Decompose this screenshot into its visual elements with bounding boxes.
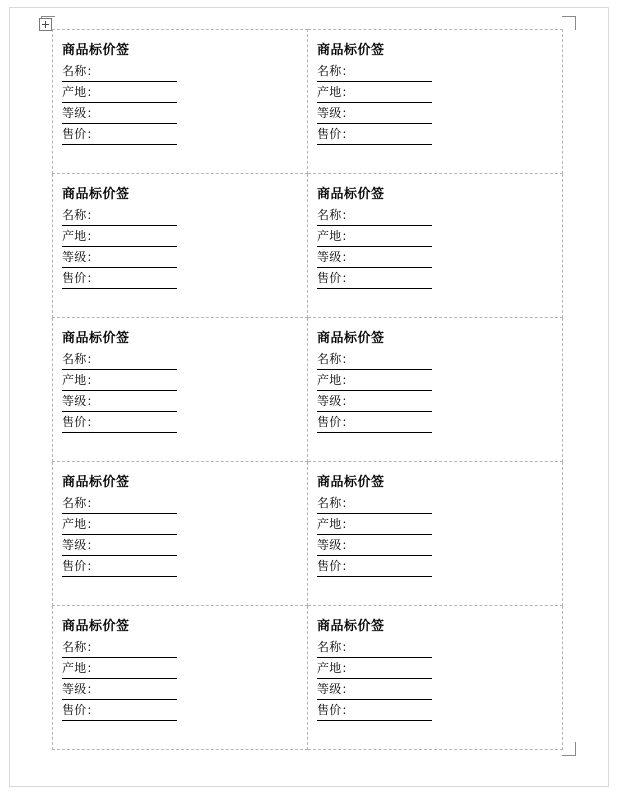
label-cell[interactable] (53, 606, 308, 750)
field-label: 售价： (317, 415, 354, 429)
field-name (62, 206, 295, 226)
field-name (317, 350, 550, 370)
field-label: 产地： (62, 85, 99, 99)
field-label: 售价： (62, 703, 99, 717)
field-label: 等级： (62, 682, 99, 696)
label-title: 商品标价签 (62, 330, 130, 345)
field-grade (317, 248, 550, 268)
field-origin (62, 659, 295, 679)
field-label: 等级： (317, 250, 354, 264)
label-title: 商品标价签 (317, 42, 385, 57)
field-label: 等级： (62, 394, 99, 408)
crop-mark-bottom-right (562, 742, 576, 756)
field-origin (317, 659, 550, 679)
field-grade (62, 680, 295, 700)
field-underline (317, 206, 432, 226)
field-underline (62, 659, 177, 679)
field-underline (62, 125, 177, 145)
field-price (317, 269, 550, 289)
field-underline (317, 350, 432, 370)
field-label: 等级： (317, 394, 354, 408)
field-label: 售价： (62, 271, 99, 285)
field-label: 等级： (62, 250, 99, 264)
table-row (53, 462, 563, 606)
field-underline (317, 413, 432, 433)
crop-mark-top-right (562, 16, 576, 30)
field-price (317, 125, 550, 145)
field-origin (317, 515, 550, 535)
field-underline (317, 62, 432, 82)
label-cell[interactable] (308, 30, 563, 174)
field-label: 售价： (317, 559, 354, 573)
table-row (53, 174, 563, 318)
field-label: 名称： (317, 640, 354, 654)
label-title: 商品标价签 (62, 618, 130, 633)
label-title: 商品标价签 (317, 330, 385, 345)
field-price (62, 125, 295, 145)
field-grade (317, 392, 550, 412)
label-title: 商品标价签 (317, 474, 385, 489)
field-underline (317, 680, 432, 700)
field-price (62, 701, 295, 721)
field-underline (317, 83, 432, 103)
field-origin (62, 371, 295, 391)
field-label: 名称： (62, 208, 99, 222)
label-cell[interactable] (53, 174, 308, 318)
field-underline (317, 104, 432, 124)
field-origin (62, 227, 295, 247)
field-name (62, 638, 295, 658)
field-underline (62, 83, 177, 103)
field-underline (317, 557, 432, 577)
field-name (317, 206, 550, 226)
field-underline (62, 350, 177, 370)
field-origin (317, 371, 550, 391)
field-label: 产地： (62, 661, 99, 675)
field-origin (317, 83, 550, 103)
field-price (317, 701, 550, 721)
field-underline (62, 494, 177, 514)
field-label: 产地： (62, 517, 99, 531)
field-underline (62, 371, 177, 391)
field-underline (317, 371, 432, 391)
label-title: 商品标价签 (317, 618, 385, 633)
field-label: 名称： (62, 640, 99, 654)
field-label: 产地： (317, 229, 354, 243)
field-label: 产地： (317, 85, 354, 99)
field-underline (317, 701, 432, 721)
field-underline (62, 62, 177, 82)
field-label: 产地： (317, 373, 354, 387)
field-label: 售价： (317, 703, 354, 717)
field-name (62, 350, 295, 370)
field-price (62, 269, 295, 289)
field-label: 售价： (317, 127, 354, 141)
field-price (317, 557, 550, 577)
field-underline (62, 206, 177, 226)
field-label: 名称： (62, 352, 99, 366)
field-name (317, 62, 550, 82)
field-underline (62, 515, 177, 535)
field-label: 售价： (62, 127, 99, 141)
field-underline (62, 701, 177, 721)
field-label: 产地： (62, 373, 99, 387)
table-body (53, 30, 563, 750)
label-title: 商品标价签 (62, 42, 130, 57)
field-name (317, 638, 550, 658)
field-underline (317, 494, 432, 514)
field-underline (317, 638, 432, 658)
field-name (62, 62, 295, 82)
field-label: 名称： (317, 64, 354, 78)
label-title: 商品标价签 (62, 186, 130, 201)
field-origin (317, 227, 550, 247)
label-cell[interactable] (308, 174, 563, 318)
field-underline (317, 659, 432, 679)
field-grade (62, 104, 295, 124)
field-grade (62, 392, 295, 412)
field-grade (62, 536, 295, 556)
field-underline (317, 227, 432, 247)
field-label: 名称： (317, 208, 354, 222)
field-label: 等级： (317, 538, 354, 552)
field-label: 等级： (317, 682, 354, 696)
field-label: 名称： (317, 496, 354, 510)
field-name (62, 494, 295, 514)
field-origin (62, 83, 295, 103)
label-cell[interactable] (308, 462, 563, 606)
field-underline (317, 125, 432, 145)
field-label: 产地： (317, 517, 354, 531)
field-underline (62, 536, 177, 556)
table-row (53, 30, 563, 174)
label-cell[interactable] (53, 318, 308, 462)
field-price (62, 413, 295, 433)
field-underline (62, 269, 177, 289)
field-label: 名称： (62, 64, 99, 78)
label-cell[interactable] (53, 462, 308, 606)
label-cell[interactable] (53, 30, 308, 174)
field-underline (62, 227, 177, 247)
field-underline (317, 248, 432, 268)
label-cell[interactable] (308, 606, 563, 750)
table-row (53, 606, 563, 750)
table-move-handle[interactable] (39, 18, 52, 31)
field-label: 名称： (317, 352, 354, 366)
field-label: 名称： (62, 496, 99, 510)
price-label-table (52, 29, 563, 750)
field-grade (317, 680, 550, 700)
field-label: 售价： (317, 271, 354, 285)
table-row (53, 318, 563, 462)
field-origin (62, 515, 295, 535)
field-label: 等级： (317, 106, 354, 120)
field-underline (317, 392, 432, 412)
field-label: 等级： (62, 538, 99, 552)
field-label: 售价： (62, 415, 99, 429)
field-underline (62, 392, 177, 412)
field-label: 产地： (317, 661, 354, 675)
field-name (317, 494, 550, 514)
field-underline (317, 269, 432, 289)
field-price (317, 413, 550, 433)
field-label: 等级： (62, 106, 99, 120)
field-underline (62, 248, 177, 268)
field-underline (62, 557, 177, 577)
label-title: 商品标价签 (62, 474, 130, 489)
field-grade (62, 248, 295, 268)
field-grade (317, 536, 550, 556)
field-label: 产地： (62, 229, 99, 243)
field-underline (62, 680, 177, 700)
field-underline (317, 536, 432, 556)
field-underline (62, 638, 177, 658)
field-underline (317, 515, 432, 535)
field-underline (62, 413, 177, 433)
field-grade (317, 104, 550, 124)
label-cell[interactable] (308, 318, 563, 462)
field-label: 售价： (62, 559, 99, 573)
field-price (62, 557, 295, 577)
field-underline (62, 104, 177, 124)
label-title: 商品标价签 (317, 186, 385, 201)
